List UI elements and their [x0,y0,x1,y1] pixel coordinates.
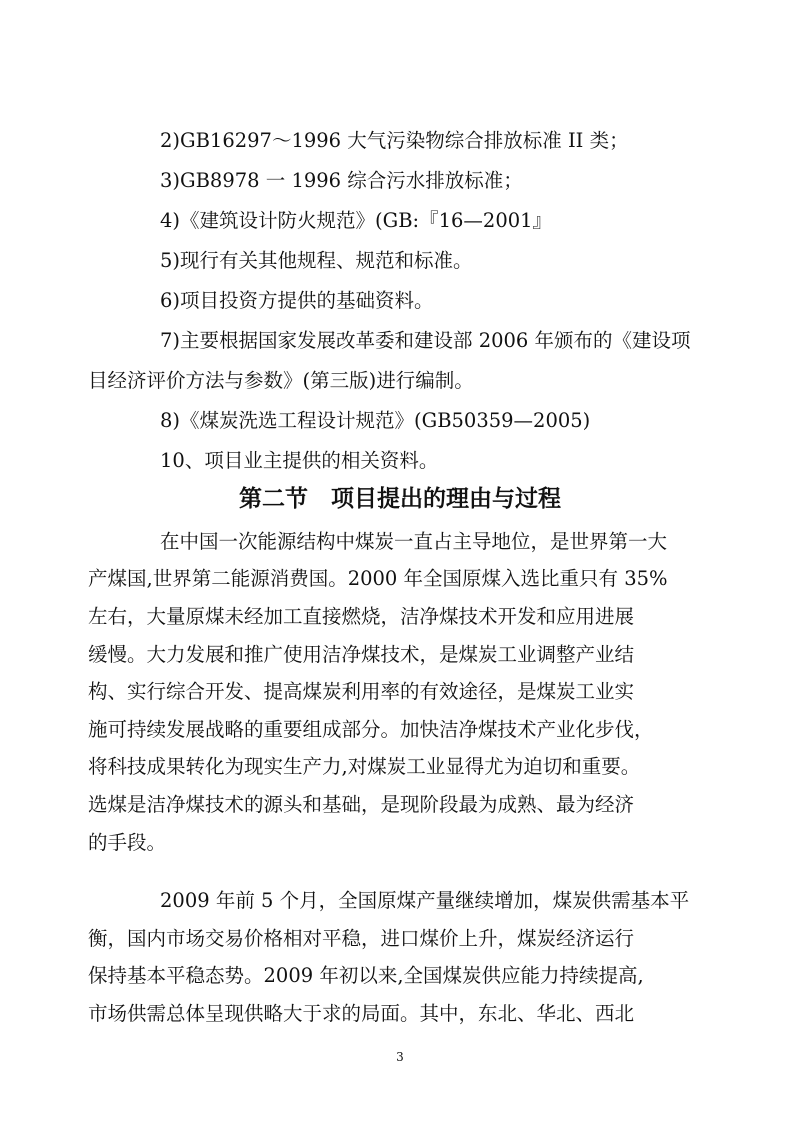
list-item: 10、项目业主提供的相关资料。 [160,449,439,472]
paragraph-line: 构、实行综合开发、提高煤炭利用率的有效途径，是煤炭工业实 [88,680,635,703]
list-item: 7)主要根据国家发展改革委和建设部 2006 年颁布的《建设项 [160,329,691,352]
section-heading: 第二节 项目提出的理由与过程 [239,486,561,512]
page-number: 3 [396,1050,404,1064]
list-item-continuation: 目经济评价方法与参数》(第三版)进行编制。 [88,369,474,392]
paragraph-line: 在中国一次能源结构中煤炭一直占主导地位，是世界第一大 [160,530,668,553]
list-item: 8)《煤炭洗选工程设计规范》(GB50359—2005) [160,409,591,432]
list-item: 2)GB16297～1996 大气污染物综合排放标准 II 类； [160,129,629,152]
list-item: 4)《建筑设计防火规范》(GB:『16—2001』 [160,209,553,232]
paragraph-line: 选煤是洁净煤技术的源头和基础，是现阶段最为成熟、最为经济 [88,793,635,816]
paragraph-line: 的手段。 [88,831,167,854]
paragraph-line: 施可持续发展战略的重要组成部分。加快洁净煤技术产业化步伐， [88,718,654,741]
paragraph-line: 将科技成果转化为现实生产力,对煤炭工业显得尤为迫切和重要。 [88,755,641,778]
paragraph-line: 左右，大量原煤未经加工直接燃烧，洁净煤技术开发和应用进展 [88,605,635,628]
list-item: 5)现行有关其他规程、规范和标准。 [160,249,473,272]
paragraph-line: 市场供需总体呈现供略大于求的局面。其中，东北、华北、西北 [88,1002,635,1025]
paragraph-line: 产煤国,世界第二能源消费国。2000 年全国原煤入选比重只有 35% [88,567,668,590]
list-item: 3)GB8978 一 1996 综合污水排放标准； [160,169,523,192]
list-item: 6)项目投资方提供的基础资料。 [160,289,434,312]
paragraph-line: 保持基本平稳态势。2009 年初以来,全国煤炭供应能力持续提高, [88,964,644,987]
paragraph-line: 2009 年前 5 个月，全国原煤产量继续增加，煤炭供需基本平 [160,889,690,912]
paragraph-line: 缓慢。大力发展和推广使用洁净煤技术，是煤炭工业调整产业结 [88,643,635,666]
paragraph-line: 衡，国内市场交易价格相对平稳，进口煤价上升，煤炭经济运行 [88,927,635,950]
